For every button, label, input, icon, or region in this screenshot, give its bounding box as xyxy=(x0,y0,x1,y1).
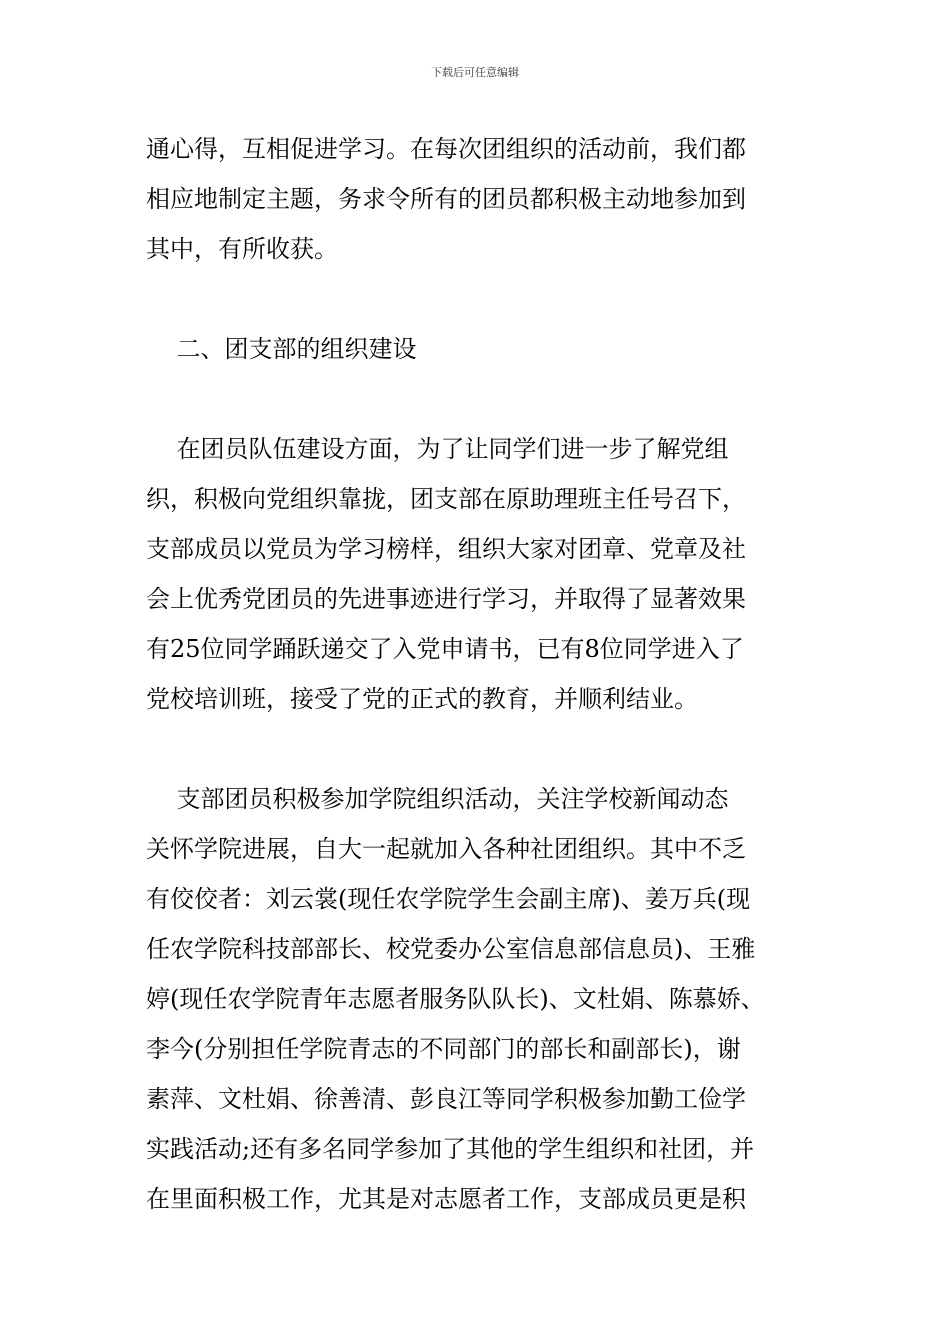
text-line: 关怀学院进展，自大一起就加入各种社团组织。其中不乏 xyxy=(146,835,746,863)
section-heading: 二、团支部的组织建设 xyxy=(146,335,417,363)
text-line: 支部成员以党员为学习榜样，组织大家对团章、党章及社 xyxy=(146,535,746,563)
text-line: 有25位同学踊跃递交了入党申请书，已有8位同学进入了 xyxy=(146,635,744,663)
text-line: 实践活动;还有多名同学参加了其他的学生组织和社团，并 xyxy=(146,1135,755,1163)
text-line: 任农学院科技部部长、校党委办公室信息部信息员)、王雅 xyxy=(146,935,756,963)
text-line: 支部团员积极参加学院组织活动，关注学校新闻动态 xyxy=(146,785,729,813)
text-line: 织，积极向党组织靠拢，团支部在原助理班主任号召下， xyxy=(146,485,746,513)
text-line: 通心得，互相促进学习。在每次团组织的活动前，我们都 xyxy=(146,135,746,163)
text-line: 相应地制定主题，务求令所有的团员都积极主动地参加到 xyxy=(146,185,746,213)
text-line: 党校培训班，接受了党的正式的教育，并顺利结业。 xyxy=(146,685,698,713)
text-line: 其中，有所收获。 xyxy=(146,235,338,263)
text-line: 在里面积极工作，尤其是对志愿者工作，支部成员更是积 xyxy=(146,1185,746,1213)
text-line: 李今(分别担任学院青志的不同部门的部长和副部长)，谢 xyxy=(146,1035,741,1063)
text-line: 会上优秀党团员的先进事迹进行学习，并取得了显著效果 xyxy=(146,585,746,613)
text-line: 素萍、文杜娟、徐善清、彭良江等同学积极参加勤工俭学 xyxy=(146,1085,746,1113)
text-line: 有佼佼者：刘云裳(现任农学院学生会副主席)、姜万兵(现 xyxy=(146,885,751,913)
text-line: 婷(现任农学院青年志愿者服务队队长)、文杜娟、陈慕娇、 xyxy=(146,985,765,1013)
text-line: 在团员队伍建设方面，为了让同学们进一步了解党组 xyxy=(146,435,729,463)
page-header-note: 下载后可任意编辑 xyxy=(431,66,519,79)
